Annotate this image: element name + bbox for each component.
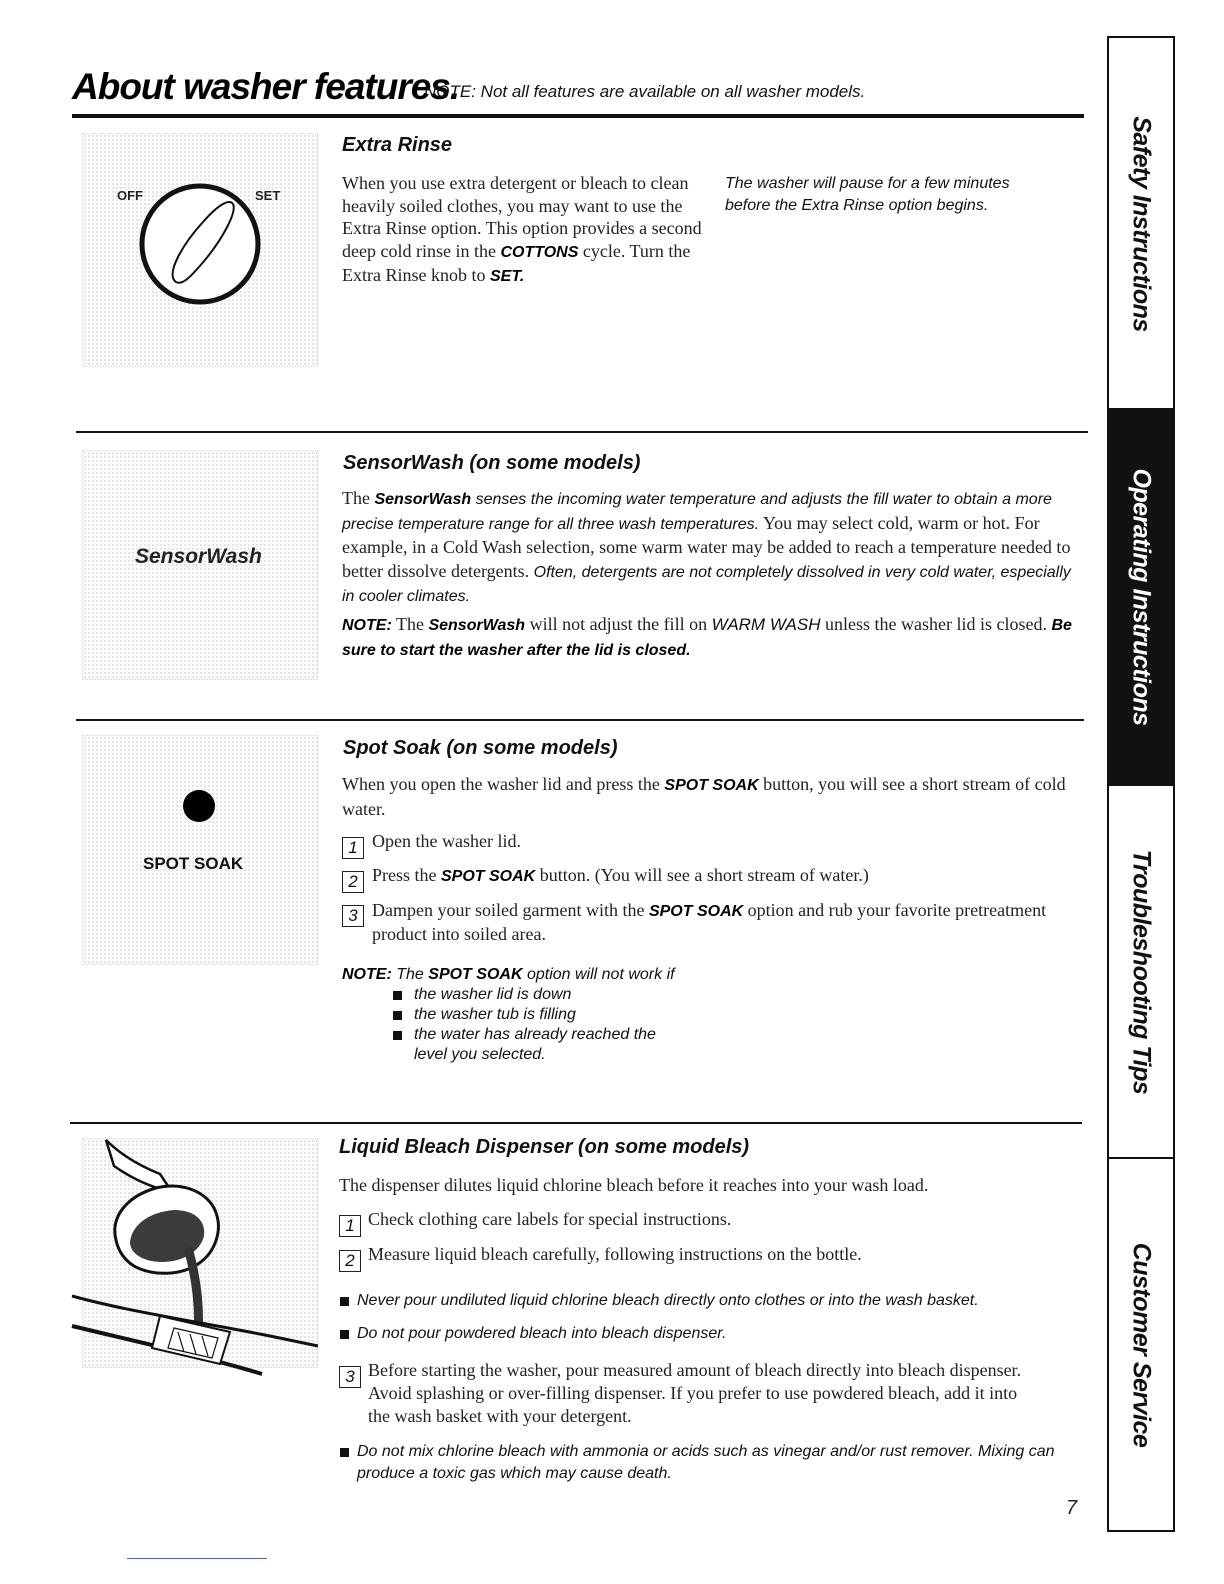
liquid-bleach-intro: The dispenser dilutes liquid chlorine bleach before it reaches into your wash load. bbox=[339, 1175, 929, 1195]
bottom-link-line bbox=[127, 1558, 267, 1559]
sensorwash-body: The SensorWash senses the incoming water temperature and adjusts the fill water to obtain a more precise temperature range for all three wash temperatures. You may select cold, warm or hot. For example, in a Cold Wash selection, some warm water may be added to reach a temperature needed to better dissolve detergents. Often, detergents are not completely dissolved in very cold water, especially in cooler climates. bbox=[342, 488, 1071, 605]
spot-soak-step-3-number: 3 bbox=[342, 905, 364, 927]
spot-soak-step-1: Open the washer lid. bbox=[372, 831, 521, 851]
spot-soak-bullet-cont: level you selected. bbox=[414, 1046, 546, 1063]
liquid-bleach-warning-1: Never pour undiluted liquid chlorine bleach directly onto clothes or into the wash basket. bbox=[357, 1292, 979, 1309]
bleach-pitcher-icon bbox=[70, 1136, 320, 1376]
bullet-icon bbox=[393, 1011, 402, 1020]
spot-soak-bullet: the water has already reached the bbox=[414, 1026, 656, 1043]
liquid-bleach-step-1-number: 1 bbox=[339, 1215, 361, 1237]
liquid-bleach-step-3-number: 3 bbox=[339, 1366, 361, 1388]
bullet-icon bbox=[340, 1330, 349, 1339]
section-rule-3 bbox=[70, 1122, 1082, 1124]
bullet-icon bbox=[340, 1297, 349, 1306]
knob-off-label: OFF bbox=[117, 188, 143, 203]
section-rule-2 bbox=[76, 719, 1084, 721]
spot-soak-step-1-number: 1 bbox=[342, 837, 364, 859]
page-number: 7 bbox=[1066, 1497, 1078, 1519]
spot-soak-button-icon bbox=[183, 790, 215, 822]
liquid-bleach-step-2-number: 2 bbox=[339, 1250, 361, 1272]
bullet-icon bbox=[340, 1448, 349, 1457]
sensorwash-image bbox=[82, 450, 318, 680]
bullet-icon bbox=[393, 991, 402, 1000]
spot-soak-bullet: the washer tub is filling bbox=[414, 1006, 576, 1023]
header-rule bbox=[72, 114, 1084, 118]
extra-rinse-image bbox=[82, 133, 318, 367]
spot-soak-step-2-number: 2 bbox=[342, 871, 364, 893]
spot-soak-intro: When you open the washer lid and press the SPOT SOAK button, you will see a short stream of cold water. bbox=[342, 774, 1066, 819]
extra-rinse-knob-icon bbox=[83, 134, 317, 366]
spot-soak-heading: Spot Soak (on some models) bbox=[343, 737, 618, 759]
tab-safety-instructions[interactable] bbox=[1107, 38, 1175, 410]
knob-set-label: SET bbox=[255, 188, 281, 203]
tab-customer-service[interactable] bbox=[1107, 1159, 1175, 1531]
sensorwash-heading: SensorWash (on some models) bbox=[343, 452, 641, 474]
liquid-bleach-step-3: Before starting the washer, pour measured amount of bleach directly into bleach dispenser. Avoid splashing or over-filling dispenser. If you prefer to use powdered bleach, add it into the wash basket with your detergent. bbox=[368, 1360, 1022, 1426]
sensorwash-note: NOTE: The SensorWash will not adjust the fill on WARM WASH unless the washer lid is closed. Be sure to start the washer after the lid is closed. bbox=[342, 614, 1072, 659]
spot-soak-step-2: Press the SPOT SOAK button. (You will see a short stream of water.) bbox=[372, 865, 869, 885]
spot-soak-note: NOTE: The SPOT SOAK option will not work if bbox=[342, 966, 675, 983]
tab-label: Troubleshooting Tips bbox=[1127, 849, 1156, 1095]
liquid-bleach-warning-3: Do not mix chlorine bleach with ammonia or acids such as vinegar and/or rust remover. Mixing can produce a toxic gas which may cause death. bbox=[357, 1443, 1055, 1482]
spot-soak-panel-label: SPOT SOAK bbox=[143, 854, 244, 873]
liquid-bleach-heading: Liquid Bleach Dispenser (on some models) bbox=[339, 1136, 750, 1158]
bullet-icon bbox=[393, 1031, 402, 1040]
tab-troubleshooting-tips[interactable] bbox=[1107, 786, 1175, 1158]
sensorwash-panel-label: SensorWash bbox=[135, 545, 262, 568]
tab-label: Operating Instructions bbox=[1127, 468, 1156, 726]
tab-operating-instructions[interactable] bbox=[1107, 408, 1175, 786]
spot-soak-bullet: the washer lid is down bbox=[414, 986, 572, 1003]
tab-label: Customer Service bbox=[1127, 1242, 1156, 1448]
extra-rinse-side-note: The washer will pause for a few minutes before the Extra Rinse option begins. bbox=[725, 175, 1010, 214]
page-title: About washer features. bbox=[72, 66, 460, 107]
section-rule-1 bbox=[76, 431, 1088, 433]
liquid-bleach-step-1: Check clothing care labels for special instructions. bbox=[368, 1209, 732, 1229]
liquid-bleach-step-2: Measure liquid bleach carefully, following instructions on the bottle. bbox=[368, 1244, 862, 1264]
extra-rinse-heading: Extra Rinse bbox=[342, 134, 453, 156]
tab-label: Safety Instructions bbox=[1127, 116, 1156, 332]
extra-rinse-body: When you use extra detergent or bleach to clean heavily soiled clothes, you may want to use the Extra Rinse option. This option provides a second deep cold rinse in the COTTONS cycle. Turn the Extra Rinse knob to SET. bbox=[342, 173, 702, 285]
spot-soak-step-3: Dampen your soiled garment with the SPOT SOAK option and rub your favorite pretreatment product into soiled area. bbox=[372, 900, 1047, 944]
liquid-bleach-warning-2: Do not pour powdered bleach into bleach dispenser. bbox=[357, 1325, 727, 1342]
header-note: NOTE: Not all features are available on all washer models. bbox=[424, 82, 866, 101]
spot-soak-image bbox=[82, 735, 318, 965]
